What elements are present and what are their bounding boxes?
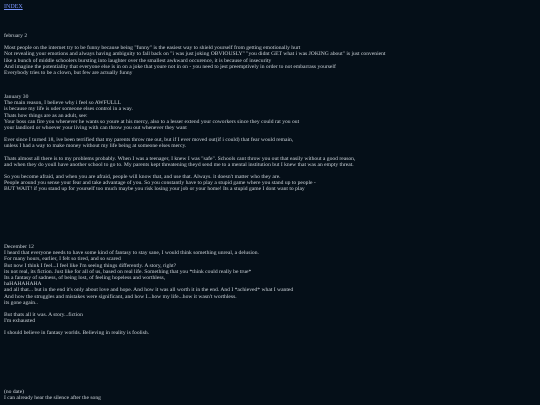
entry-line: Everybody tries to be a clown, but few are actually funny xyxy=(4,70,133,77)
entry-line: And how the struggles and mistakes were significant, and how I...how my life...how it wasn't worthless. xyxy=(4,293,237,300)
journal-entry xyxy=(4,244,532,337)
entry-line: Most people on the internet try to be funny because being "funny" is the easiest way to shield yourself from getting emotionally hurt xyxy=(4,45,301,52)
entry-date: January 30 xyxy=(4,94,29,100)
entry-line: is because my life is uder someone elses control in a way. xyxy=(4,106,133,113)
journal-entry xyxy=(4,94,532,193)
entry-line: People around you sense your fear and take advantage of you. So you constantly have to play a stupid game where you stand up to people - xyxy=(4,180,316,187)
entry-line: I should believe in fantasy worlds. Believing in reality is foolish. xyxy=(4,330,150,337)
entry-line: BUT WAIT! if you stand up for yourself too much maybe you risk losing your job or your home! Its a stupid game I dont want to play xyxy=(4,186,305,193)
entry-line: like a bunch of middle schoolers bursting into laughter over the smallest awkward occurence, it is because of insecurity xyxy=(4,57,272,64)
entry-line: I can already hear the silence after the song xyxy=(4,395,101,402)
entry-line: And imagine the potentiality that everyone else is in on a joke that youre not in on - you need to jest preemptively in order to not embarrass yourself xyxy=(4,63,336,70)
index-link[interactable]: INDEX xyxy=(4,4,23,10)
entry-line: Your boss can fire you whenever he wants so youre at his mercy, also to a lesser extend your coworkers since they could rat you out xyxy=(4,118,300,125)
entry-line: Not revealing your emotions and always having ambiguity to fall back on "i was just joking OBVIOUSLY" "you didnt GET what i was JOKING about" is just convenient xyxy=(4,51,386,58)
entry-line: I'm exhausted xyxy=(4,318,35,325)
journal-entry xyxy=(4,33,532,76)
entry-date: february 2 xyxy=(4,33,28,39)
entry-line: its not real, its fiction. Just like for all of us, based on real life. Something that you *think could really be true* xyxy=(4,268,252,275)
entry-date: December 12 xyxy=(4,244,34,250)
entry-date: (no date) xyxy=(4,389,25,395)
entry-line: For many hours, earlier, I felt so tired, and so scared xyxy=(4,256,121,263)
entry-line: But thats all it was. A story...fiction xyxy=(4,312,83,319)
entry-line: So you become afraid, and when you are afraid, people will know that, and use that. Always. it doesn't matter who they are. xyxy=(4,174,281,181)
entry-line: Thats almost all there is to my problems probably. When I was a teenager, I knew I was "safe". Schools cant throw you out that easily without a good reason, xyxy=(4,155,356,162)
entry-line: The main reason, I believe why i feel so AWFULLL xyxy=(4,100,121,107)
entry-line: Its a fantasy of sadness, of being lost, of feeling hopeless and worthless, xyxy=(4,275,166,282)
entry-line: Thats how things are as an adult, see: xyxy=(4,112,88,119)
entry-line: its gone again.. xyxy=(4,299,38,306)
entry-line: your landlord or whoever your living with can throw you out whenever they want xyxy=(4,125,187,132)
entry-line: Ever since I turned 18, ive been terrified that my parents throw me out, but if I ever moved out(if i could) that fear would remain, xyxy=(4,137,294,144)
entry-line: unless I had a way to make money without my life being at someone elses mercy. xyxy=(4,143,187,150)
entry-line: I heard that everyone needs to have some kind of fantasy to stay sane, I would think something unreal, a delusion. xyxy=(4,250,259,257)
entry-line: haHAHAHAHA xyxy=(4,281,42,288)
entry-line: and when they do youll have another school to go to. My parents kept threatening theyd send me to a mental institution but I knew that was an empty threat. xyxy=(4,161,354,168)
journal-entry xyxy=(4,389,532,401)
entry-line: and all that... but in the end it's only about love and hope. And how it was all worth it in the end. And I *achieved* what I wanted xyxy=(4,287,294,294)
entry-line: But now I think I feel...I feel like I'm seeing things differently. A story, right? xyxy=(4,262,177,269)
